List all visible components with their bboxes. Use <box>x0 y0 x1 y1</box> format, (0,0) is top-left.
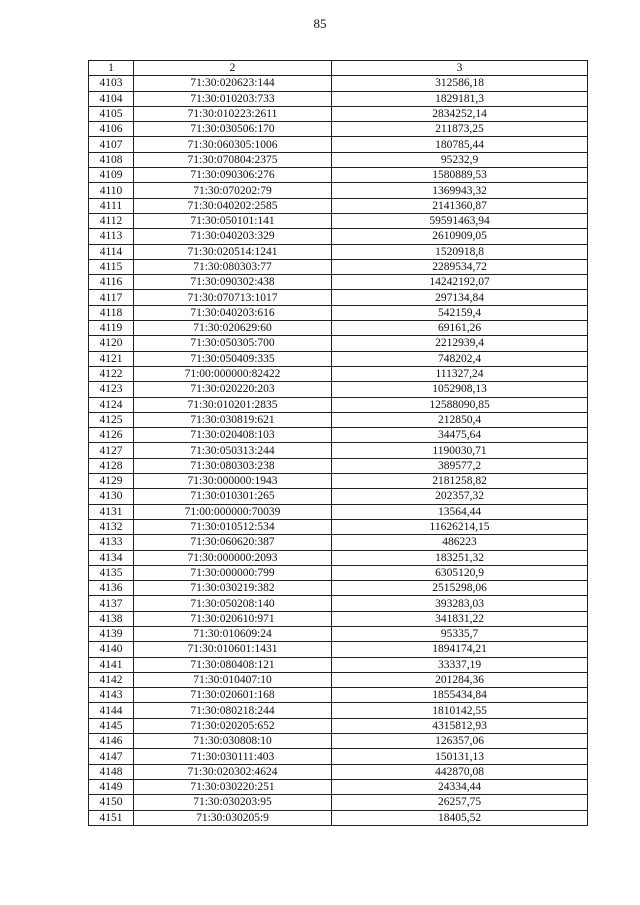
row-index-cell: 4144 <box>89 703 134 718</box>
table-row <box>89 703 588 718</box>
value-cell: 442870,08 <box>332 764 588 779</box>
value-cell: 6305120,9 <box>332 565 588 580</box>
row-index-cell: 4147 <box>89 749 134 764</box>
table-row <box>89 366 588 381</box>
cadastral-number-cell: 71:30:000000:2093 <box>134 550 332 565</box>
row-index-cell: 4133 <box>89 535 134 550</box>
value-cell: 1855434,84 <box>332 688 588 703</box>
table-row <box>89 458 588 473</box>
row-index-cell: 4109 <box>89 168 134 183</box>
table-row <box>89 642 588 657</box>
value-cell: 4315812,93 <box>332 718 588 733</box>
row-index-cell: 4111 <box>89 198 134 213</box>
table-row <box>89 581 588 596</box>
cadastral-number-cell: 71:30:030220:251 <box>134 779 332 794</box>
value-cell: 11626214,15 <box>332 519 588 534</box>
value-cell: 542159,4 <box>332 305 588 320</box>
row-index-cell: 4113 <box>89 229 134 244</box>
cadastral-number-cell: 71:30:010512:534 <box>134 519 332 534</box>
table-row <box>89 688 588 703</box>
row-index-cell: 4112 <box>89 213 134 228</box>
cadastral-number-cell: 71:30:000000:799 <box>134 565 332 580</box>
table-row <box>89 657 588 672</box>
cadastral-number-cell: 71:30:020514:1241 <box>134 244 332 259</box>
value-cell: 2181258,82 <box>332 474 588 489</box>
value-cell: 1580889,53 <box>332 168 588 183</box>
row-index-cell: 4115 <box>89 259 134 274</box>
row-index-cell: 4151 <box>89 810 134 825</box>
value-cell: 297134,84 <box>332 290 588 305</box>
table-row <box>89 672 588 687</box>
row-index-cell: 4106 <box>89 122 134 137</box>
column-header-value: 3 <box>332 61 588 76</box>
cadastral-number-cell: 71:30:070202:79 <box>134 183 332 198</box>
row-index-cell: 4117 <box>89 290 134 305</box>
table-row <box>89 504 588 519</box>
value-cell: 2515298,06 <box>332 581 588 596</box>
cadastral-number-cell: 71:30:050409:335 <box>134 351 332 366</box>
table-row <box>89 749 588 764</box>
row-index-cell: 4110 <box>89 183 134 198</box>
value-cell: 1520918,8 <box>332 244 588 259</box>
table-row <box>89 290 588 305</box>
table-row <box>89 137 588 152</box>
row-index-cell: 4127 <box>89 443 134 458</box>
value-cell: 95232,9 <box>332 152 588 167</box>
cadastral-number-cell: 71:30:060620:387 <box>134 535 332 550</box>
table-row <box>89 764 588 779</box>
cadastral-number-cell: 71:30:080218:244 <box>134 703 332 718</box>
cadastral-number-cell: 71:30:020623:144 <box>134 76 332 91</box>
page-number: 85 <box>313 16 327 31</box>
value-cell: 748202,4 <box>332 351 588 366</box>
row-index-cell: 4132 <box>89 519 134 534</box>
table-row <box>89 795 588 810</box>
row-index-cell: 4103 <box>89 76 134 91</box>
cadastral-number-cell: 71:30:020601:168 <box>134 688 332 703</box>
cadastral-number-cell: 71:00:000000:70039 <box>134 504 332 519</box>
cadastral-number-cell: 71:30:080303:77 <box>134 259 332 274</box>
table-row <box>89 351 588 366</box>
table-row <box>89 397 588 412</box>
cadastral-number-cell: 71:30:040202:2585 <box>134 198 332 213</box>
row-index-cell: 4120 <box>89 336 134 351</box>
value-cell: 111327,24 <box>332 366 588 381</box>
value-cell: 486223 <box>332 535 588 550</box>
cadastral-number-cell: 71:30:020408:103 <box>134 428 332 443</box>
row-index-cell: 4119 <box>89 321 134 336</box>
row-index-cell: 4114 <box>89 244 134 259</box>
row-index-cell: 4121 <box>89 351 134 366</box>
row-index-cell: 4126 <box>89 428 134 443</box>
table-row <box>89 76 588 91</box>
cadastral-number-cell: 71:30:030203:95 <box>134 795 332 810</box>
cadastral-number-cell: 71:30:030506:170 <box>134 122 332 137</box>
table-row <box>89 734 588 749</box>
row-index-cell: 4137 <box>89 596 134 611</box>
row-index-cell: 4148 <box>89 764 134 779</box>
cadastral-number-cell: 71:30:010203:733 <box>134 91 332 106</box>
value-cell: 1369943,32 <box>332 183 588 198</box>
cadastral-number-cell: 71:30:020610:971 <box>134 611 332 626</box>
table-row <box>89 244 588 259</box>
table-row <box>89 259 588 274</box>
cadastral-number-cell: 71:30:030111:403 <box>134 749 332 764</box>
cadastral-number-cell: 71:30:090306:276 <box>134 168 332 183</box>
row-index-cell: 4134 <box>89 550 134 565</box>
table-row <box>89 565 588 580</box>
cadastral-number-cell: 71:30:010601:1431 <box>134 642 332 657</box>
table-row <box>89 198 588 213</box>
row-index-cell: 4122 <box>89 366 134 381</box>
cadastral-number-cell: 71:30:040203:616 <box>134 305 332 320</box>
table-row <box>89 412 588 427</box>
cadastral-number-cell: 71:30:050305:700 <box>134 336 332 351</box>
cadastral-number-cell: 71:30:070713:1017 <box>134 290 332 305</box>
row-index-cell: 4140 <box>89 642 134 657</box>
value-cell: 183251,32 <box>332 550 588 565</box>
cadastral-number-cell: 71:30:030819:621 <box>134 412 332 427</box>
value-cell: 24334,44 <box>332 779 588 794</box>
table-row <box>89 718 588 733</box>
table-row <box>89 183 588 198</box>
value-cell: 1894174,21 <box>332 642 588 657</box>
table-row <box>89 489 588 504</box>
table-row <box>89 168 588 183</box>
row-index-cell: 4135 <box>89 565 134 580</box>
value-cell: 201284,36 <box>332 672 588 687</box>
value-cell: 211873,25 <box>332 122 588 137</box>
value-cell: 13564,44 <box>332 504 588 519</box>
row-index-cell: 4139 <box>89 626 134 641</box>
cadastral-number-cell: 71:30:020302:4624 <box>134 764 332 779</box>
table-row <box>89 152 588 167</box>
table-row <box>89 535 588 550</box>
value-cell: 2834252,14 <box>332 106 588 121</box>
row-index-cell: 4141 <box>89 657 134 672</box>
value-cell: 2212939,4 <box>332 336 588 351</box>
value-cell: 389577,2 <box>332 458 588 473</box>
column-header-index: 1 <box>89 61 134 76</box>
row-index-cell: 4123 <box>89 382 134 397</box>
table-row <box>89 305 588 320</box>
row-index-cell: 4130 <box>89 489 134 504</box>
cadastral-value-table <box>88 60 588 826</box>
value-cell: 18405,52 <box>332 810 588 825</box>
row-index-cell: 4136 <box>89 581 134 596</box>
row-index-cell: 4150 <box>89 795 134 810</box>
table-body <box>89 76 588 826</box>
value-cell: 1052908,13 <box>332 382 588 397</box>
value-cell: 212850,4 <box>332 412 588 427</box>
row-index-cell: 4149 <box>89 779 134 794</box>
row-index-cell: 4125 <box>89 412 134 427</box>
table-row <box>89 474 588 489</box>
cadastral-number-cell: 71:30:030808:10 <box>134 734 332 749</box>
cadastral-number-cell: 71:30:050101:141 <box>134 213 332 228</box>
table-row <box>89 596 588 611</box>
row-index-cell: 4145 <box>89 718 134 733</box>
value-cell: 1190030,71 <box>332 443 588 458</box>
row-index-cell: 4118 <box>89 305 134 320</box>
table-row <box>89 91 588 106</box>
row-index-cell: 4108 <box>89 152 134 167</box>
row-index-cell: 4131 <box>89 504 134 519</box>
table-row <box>89 626 588 641</box>
table-row <box>89 213 588 228</box>
cadastral-number-cell: 71:30:080303:238 <box>134 458 332 473</box>
cadastral-number-cell: 71:30:030205:9 <box>134 810 332 825</box>
value-cell: 12588090,85 <box>332 397 588 412</box>
cadastral-number-cell: 71:30:000000:1943 <box>134 474 332 489</box>
value-cell: 1829181,3 <box>332 91 588 106</box>
table-header-row <box>89 61 588 76</box>
table-row <box>89 810 588 825</box>
value-cell: 69161,26 <box>332 321 588 336</box>
row-index-cell: 4105 <box>89 106 134 121</box>
row-index-cell: 4129 <box>89 474 134 489</box>
table-row <box>89 229 588 244</box>
cadastral-number-cell: 71:30:080408:121 <box>134 657 332 672</box>
cadastral-number-cell: 71:30:070804:2375 <box>134 152 332 167</box>
table-row <box>89 106 588 121</box>
cadastral-number-cell: 71:30:010301:265 <box>134 489 332 504</box>
cadastral-number-cell: 71:30:030219:382 <box>134 581 332 596</box>
row-index-cell: 4128 <box>89 458 134 473</box>
row-index-cell: 4116 <box>89 275 134 290</box>
table-row <box>89 321 588 336</box>
value-cell: 202357,32 <box>332 489 588 504</box>
table-row <box>89 611 588 626</box>
cadastral-number-cell: 71:30:050313:244 <box>134 443 332 458</box>
row-index-cell: 4104 <box>89 91 134 106</box>
row-index-cell: 4124 <box>89 397 134 412</box>
cadastral-number-cell: 71:30:090302:438 <box>134 275 332 290</box>
value-cell: 312586,18 <box>332 76 588 91</box>
row-index-cell: 4138 <box>89 611 134 626</box>
cadastral-number-cell: 71:30:040203:329 <box>134 229 332 244</box>
cadastral-number-cell: 71:30:020205:652 <box>134 718 332 733</box>
table-row <box>89 382 588 397</box>
value-cell: 1810142,55 <box>332 703 588 718</box>
cadastral-number-cell: 71:30:020629:60 <box>134 321 332 336</box>
cadastral-number-cell: 71:30:010609:24 <box>134 626 332 641</box>
value-cell: 14242192,07 <box>332 275 588 290</box>
table-row <box>89 122 588 137</box>
value-cell: 126357,06 <box>332 734 588 749</box>
column-header-cadastral-number: 2 <box>134 61 332 76</box>
value-cell: 26257,75 <box>332 795 588 810</box>
cadastral-number-cell: 71:30:050208:140 <box>134 596 332 611</box>
value-cell: 2289534,72 <box>332 259 588 274</box>
table-row <box>89 550 588 565</box>
row-index-cell: 4107 <box>89 137 134 152</box>
value-cell: 33337,19 <box>332 657 588 672</box>
row-index-cell: 4142 <box>89 672 134 687</box>
value-cell: 34475,64 <box>332 428 588 443</box>
table-row <box>89 275 588 290</box>
cadastral-number-cell: 71:30:060305:1006 <box>134 137 332 152</box>
table-row <box>89 779 588 794</box>
table-row <box>89 519 588 534</box>
cadastral-number-cell: 71:00:000000:82422 <box>134 366 332 381</box>
row-index-cell: 4146 <box>89 734 134 749</box>
value-cell: 2610909,05 <box>332 229 588 244</box>
value-cell: 2141360,87 <box>332 198 588 213</box>
value-cell: 341831,22 <box>332 611 588 626</box>
table-row <box>89 443 588 458</box>
value-cell: 59591463,94 <box>332 213 588 228</box>
cadastral-number-cell: 71:30:020220:203 <box>134 382 332 397</box>
value-cell: 393283,03 <box>332 596 588 611</box>
value-cell: 150131,13 <box>332 749 588 764</box>
cadastral-number-cell: 71:30:010407:10 <box>134 672 332 687</box>
value-cell: 180785,44 <box>332 137 588 152</box>
cadastral-number-cell: 71:30:010201:2835 <box>134 397 332 412</box>
value-cell: 95335,7 <box>332 626 588 641</box>
table-row <box>89 336 588 351</box>
cadastral-number-cell: 71:30:010223:2611 <box>134 106 332 121</box>
row-index-cell: 4143 <box>89 688 134 703</box>
table-row <box>89 428 588 443</box>
